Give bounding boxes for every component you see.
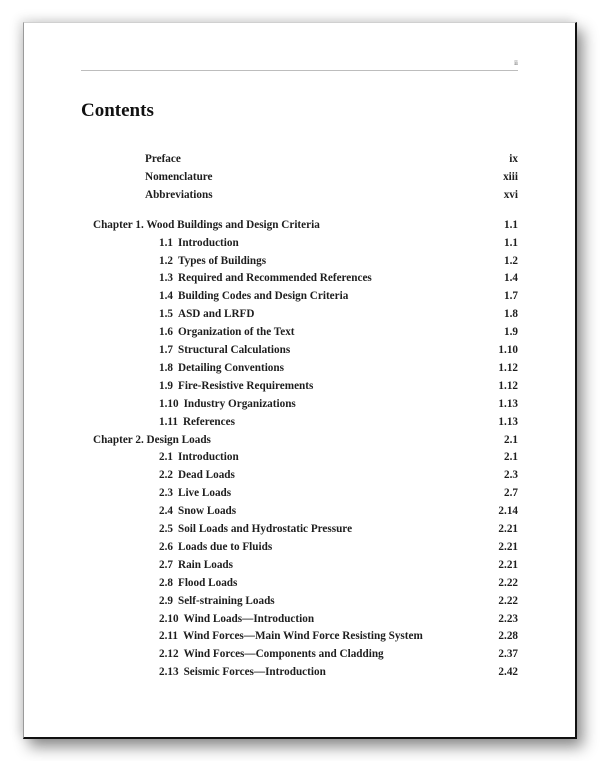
toc-entry-title <box>159 306 254 322</box>
toc-section-entry[interactable] <box>159 646 518 662</box>
toc-front-matter-entry[interactable] <box>145 187 518 203</box>
toc-entry-title <box>159 396 296 412</box>
toc-page-number: 1.12 <box>498 361 518 374</box>
toc-entry-title <box>159 485 231 501</box>
toc-entry-title <box>159 288 348 304</box>
toc-section-entry[interactable] <box>159 467 518 483</box>
toc-page-number: 1.1 <box>504 236 518 249</box>
section-number: 2.3 <box>159 487 173 500</box>
section-number: 1.4 <box>159 290 173 303</box>
toc-chapter-entry[interactable] <box>93 432 518 448</box>
toc-page-number: 2.22 <box>498 576 518 589</box>
toc-entry-title <box>159 628 423 644</box>
toc-section-entry[interactable] <box>159 521 518 537</box>
toc-page-number: 2.42 <box>498 666 518 679</box>
section-number: 1.3 <box>159 272 173 285</box>
toc-section-entry[interactable] <box>159 485 518 501</box>
toc-entry-title <box>159 611 314 627</box>
toc-page-number: 1.2 <box>504 254 518 267</box>
toc-entry-title <box>145 151 181 167</box>
toc-section-entry[interactable] <box>159 253 518 269</box>
toc-page-number: 2.28 <box>498 630 518 643</box>
section-title: Introduction <box>177 236 239 249</box>
section-number: 2.5 <box>159 523 173 535</box>
document-page <box>23 22 577 739</box>
toc-section-entry[interactable] <box>159 503 518 519</box>
toc-page-number: 2.14 <box>498 505 518 518</box>
toc-section-entry[interactable] <box>159 414 518 430</box>
chapter-title: Chapter 2. Design Loads <box>93 433 211 446</box>
toc-page-number: ix <box>509 153 518 165</box>
section-number: 2.6 <box>159 540 173 553</box>
toc-entry-title <box>159 378 313 394</box>
toc-page-number: 1.13 <box>498 415 518 428</box>
section-title: Live Loads <box>177 487 232 500</box>
toc-entry-title <box>159 593 275 609</box>
section-title: Wind Forces—Components and Cladding <box>183 648 384 661</box>
toc-section-entry[interactable] <box>159 378 518 394</box>
toc-page-number: 1.8 <box>504 308 518 321</box>
toc-entry-title <box>159 503 236 519</box>
toc-page-number: 2.3 <box>504 469 518 482</box>
section-number: 2.10 <box>159 612 179 625</box>
toc-front-matter-entry[interactable] <box>145 151 518 167</box>
toc-chapter-entry[interactable] <box>93 217 518 233</box>
section-number: 1.8 <box>159 361 173 374</box>
front-matter-title: Nomenclature <box>145 170 213 183</box>
section-title: Detailing Conventions <box>177 361 284 374</box>
section-title: Rain Loads <box>177 558 234 571</box>
section-number: 1.9 <box>159 379 173 392</box>
toc-entry-title <box>93 217 320 233</box>
toc-page-number: 2.23 <box>498 612 518 625</box>
toc-entry-title <box>159 449 239 465</box>
section-number: 2.11 <box>159 630 178 643</box>
toc-section-entry[interactable] <box>159 360 518 376</box>
front-matter-title: Preface <box>145 153 181 165</box>
toc-section-entry[interactable] <box>159 628 518 644</box>
toc-page-number: 2.7 <box>504 487 518 500</box>
toc-page-number: 2.22 <box>498 594 518 607</box>
toc-page-number: 1.13 <box>498 397 518 410</box>
section-number: 1.7 <box>159 344 173 356</box>
toc-section-entry[interactable] <box>159 539 518 555</box>
toc-entry-title <box>159 557 233 573</box>
page-title: Contents <box>81 100 154 121</box>
toc-entry-title <box>159 414 235 430</box>
toc-entry-title <box>159 664 326 680</box>
toc-page-number: 1.7 <box>504 290 518 303</box>
toc-entry-title <box>159 253 266 269</box>
toc-entry-title <box>159 467 235 483</box>
toc-entry-title <box>159 646 384 662</box>
toc-section-entry[interactable] <box>159 557 518 573</box>
section-title: Wind Loads—Introduction <box>183 612 315 625</box>
toc-section-entry[interactable] <box>159 288 518 304</box>
section-title: Seismic Forces—Introduction <box>183 666 326 679</box>
section-title: Introduction <box>177 451 239 464</box>
section-title: Flood Loads <box>177 576 238 589</box>
section-number: 2.12 <box>159 648 179 661</box>
toc-front-matter-entry[interactable] <box>145 169 518 185</box>
section-title: Soil Loads and Hydrostatic Pressure <box>177 523 353 535</box>
section-number: 2.2 <box>159 469 173 482</box>
header-rule <box>81 70 518 71</box>
toc-page-number: 1.10 <box>498 344 518 356</box>
section-title: Loads due to Fluids <box>177 540 273 553</box>
section-title: Required and Recommended References <box>177 272 372 285</box>
section-title: Organization of the Text <box>177 326 295 339</box>
toc-section-entry[interactable] <box>159 235 518 251</box>
section-title: Types of Buildings <box>177 254 267 267</box>
toc-section-entry[interactable] <box>159 306 518 322</box>
toc-entry-title <box>159 270 372 286</box>
toc-entry-title <box>159 235 239 251</box>
toc-page-number: 1.12 <box>498 379 518 392</box>
toc-page-number: xiii <box>503 170 518 183</box>
toc-page-number: 1.1 <box>504 218 518 231</box>
toc-page-number: 2.1 <box>504 451 518 464</box>
toc-section-entry[interactable] <box>159 449 518 465</box>
toc-entry-title <box>145 169 213 185</box>
section-title: References <box>182 415 235 428</box>
toc-page-number: 1.9 <box>504 326 518 339</box>
toc-entry-title <box>159 575 237 591</box>
section-number: 1.5 <box>159 308 173 321</box>
toc-entry-title <box>159 539 272 555</box>
toc-section-entry[interactable] <box>159 593 518 609</box>
toc-page-number: 2.21 <box>498 523 518 535</box>
toc-page-number: 2.37 <box>498 648 518 661</box>
toc-page-number: xvi <box>503 188 518 201</box>
section-number: 1.11 <box>159 415 178 428</box>
toc-entry-title <box>159 360 284 376</box>
section-title: Wind Forces—Main Wind Force Resisting System <box>182 630 423 643</box>
toc-section-entry[interactable] <box>159 575 518 591</box>
section-number: 2.13 <box>159 666 179 679</box>
toc-page-number: 2.21 <box>498 540 518 553</box>
section-number: 1.10 <box>159 397 179 410</box>
toc-entry-title <box>145 187 213 203</box>
section-title: Dead Loads <box>177 469 235 482</box>
toc-section-entry[interactable] <box>159 664 518 680</box>
section-title: Building Codes and Design Criteria <box>177 290 349 303</box>
toc-section-entry[interactable] <box>159 270 518 286</box>
toc-section-entry[interactable] <box>159 611 518 627</box>
toc-entry-title <box>159 521 352 537</box>
section-number: 1.2 <box>159 254 173 267</box>
section-number: 2.8 <box>159 576 173 589</box>
toc-page-number: 2.1 <box>504 433 518 446</box>
section-number: 1.1 <box>159 236 173 249</box>
front-matter-title: Abbreviations <box>145 188 213 201</box>
toc-page-number: 2.21 <box>498 558 518 571</box>
toc-section-entry[interactable] <box>159 342 518 358</box>
section-number: 2.7 <box>159 558 173 571</box>
toc-section-entry[interactable] <box>159 324 518 340</box>
section-title: ASD and LRFD <box>177 308 255 321</box>
toc-page-number: 1.4 <box>504 272 518 285</box>
toc-entry-title <box>159 324 295 340</box>
chapter-title: Chapter 1. Wood Buildings and Design Criteria <box>93 218 320 231</box>
section-title: Structural Calculations <box>177 344 291 356</box>
toc-entry-title <box>93 432 211 448</box>
section-title: Self-straining Loads <box>177 594 275 607</box>
section-number: 1.6 <box>159 326 173 339</box>
section-title: Industry Organizations <box>183 397 296 410</box>
section-number: 2.4 <box>159 505 173 518</box>
section-title: Snow Loads <box>177 505 237 518</box>
section-number: 2.1 <box>159 451 173 464</box>
toc-entry-title <box>159 342 290 358</box>
toc-section-entry[interactable] <box>159 396 518 412</box>
section-number: 2.9 <box>159 594 173 607</box>
section-title: Fire-Resistive Requirements <box>177 379 314 392</box>
running-page-number: ii <box>514 59 518 67</box>
